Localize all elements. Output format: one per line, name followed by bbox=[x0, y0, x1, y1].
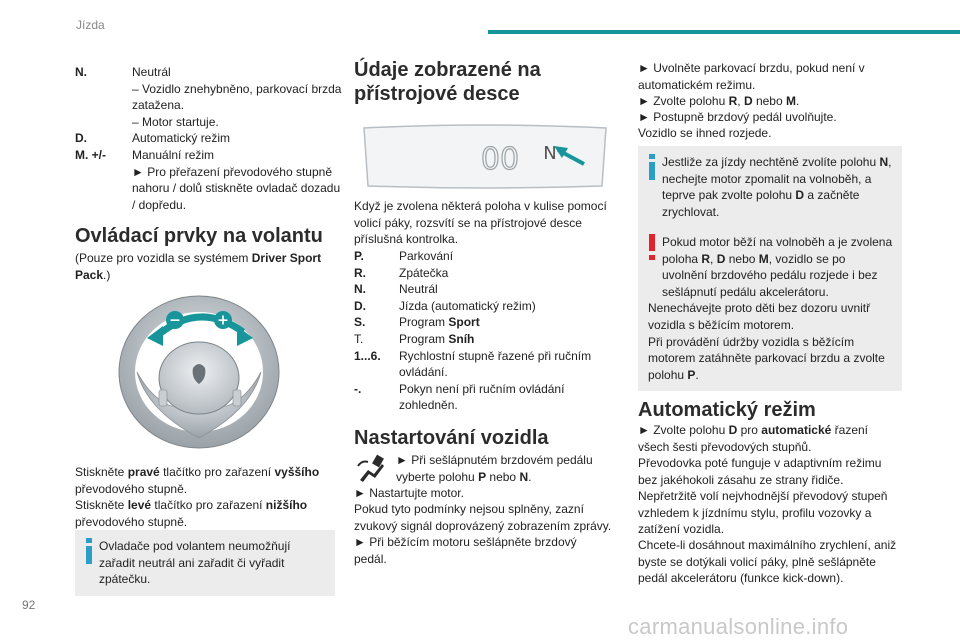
text-bold: P bbox=[687, 367, 696, 382]
legend-row bbox=[354, 314, 616, 331]
watermark: carmanualsonline.info bbox=[628, 614, 849, 639]
legend-row bbox=[354, 281, 616, 298]
start-condition-text: Pokud tyto podmínky nejsou splněny, zazní zvukový signál doprovázený zobrazením zprávy. bbox=[354, 502, 612, 533]
legend-row bbox=[354, 331, 616, 348]
text-bold: R bbox=[728, 94, 738, 108]
intro-end: .) bbox=[103, 267, 111, 282]
gear-selection-text: Nepřetržitě volí nejvhodnější převodový stupeň vzhledem k jízdnímu stylu, profilu vozovky a zatížení vozidla. bbox=[638, 489, 888, 537]
text-span: , vozidlo se po uvolnění brzdového pedálu rozjede i bez sešlápnutí pedálu akcelerátoru. bbox=[662, 251, 878, 299]
text-span: tlačítko pro zařazení bbox=[151, 498, 266, 512]
legend-value: Rychlostní stupně řazené při ručním ovládání. bbox=[399, 348, 592, 380]
steering-controls-intro bbox=[75, 250, 337, 283]
warning-note-idle bbox=[638, 226, 902, 391]
gear-line: – Vozidlo znehybněno, parkovací brzda zatažena. bbox=[132, 81, 342, 113]
text-span: ► Zvolte polohu bbox=[638, 423, 729, 437]
info-note-neutral bbox=[638, 146, 902, 228]
text-span: , bbox=[737, 94, 744, 108]
legend-row bbox=[354, 298, 616, 315]
steering-wheel-paddles-icon bbox=[111, 286, 291, 452]
text-span: převodového stupně. bbox=[75, 514, 188, 529]
gear-line: Manuální režim bbox=[132, 147, 215, 162]
legend-key: P. bbox=[354, 249, 364, 263]
gear-key: N. bbox=[75, 65, 87, 79]
gear-row-m bbox=[75, 147, 343, 213]
legend-value: Pokyn není při ručním ovládání zohledněn. bbox=[399, 381, 565, 413]
minus-symbol: − bbox=[169, 312, 181, 329]
legend-key: -. bbox=[354, 381, 362, 396]
text-bold: D bbox=[716, 251, 726, 266]
text-span: tlačítko pro zařazení bbox=[159, 465, 275, 479]
intro-text: (Pouze pro vozidla se systémem bbox=[75, 251, 252, 265]
automatic-mode-heading: Automatický režim bbox=[638, 399, 816, 421]
legend-key: R. bbox=[354, 265, 366, 280]
paddle-left-text bbox=[75, 497, 337, 530]
header-section-title: Jízda bbox=[76, 18, 105, 32]
legend-key: D. bbox=[354, 298, 366, 313]
text-bold: D bbox=[743, 94, 753, 108]
adaptive-mode-text: Převodovka poté funguje v adaptivním režimu bez jakéhokoli zásahu ze strany řidiče. bbox=[638, 456, 882, 487]
start-step-1 bbox=[396, 452, 616, 485]
legend-row bbox=[354, 265, 616, 282]
foot-brake-pedal-icon bbox=[356, 454, 386, 484]
info-icon bbox=[83, 538, 95, 564]
legend-row bbox=[354, 348, 616, 381]
text-span: nebo bbox=[725, 251, 759, 266]
paddle-right-text bbox=[75, 464, 337, 497]
warning-icon bbox=[646, 234, 658, 260]
text-span: řazení všech šesti převodových stupňů. bbox=[638, 423, 868, 454]
release-pedal-step: ► Postupně brzdový pedál uvolňujte. bbox=[638, 110, 837, 124]
warning-text-2: Nenechávejte proto děti bez dozoru uvnitř vozidla s běžícím motorem. bbox=[648, 301, 871, 332]
legend-value-bold: Sníh bbox=[448, 331, 475, 346]
text-span: ► Při sešlápnutém brzdovém pedálu vyberte polohu bbox=[396, 453, 593, 484]
text-span: . bbox=[695, 367, 699, 382]
gear-key: M. +/- bbox=[75, 147, 107, 162]
gear-key: D. bbox=[75, 131, 87, 146]
text-bold: M bbox=[758, 251, 769, 266]
dash-gear-letter: N bbox=[543, 143, 557, 164]
text-span: pro bbox=[737, 423, 762, 437]
text-span: Stiskněte bbox=[75, 498, 128, 512]
text-span: ► Zvolte polohu bbox=[638, 94, 729, 108]
automatic-step bbox=[638, 422, 900, 455]
legend-value: Zpátečka bbox=[399, 265, 449, 280]
text-bold: R bbox=[701, 251, 711, 266]
kick-down-text: Chcete-li dosáhnout maximálního zrychlení, aniž byste se dotýkali volicí páky, plně sešlápněte pedál akcelerátoru (funkce kick-down). bbox=[638, 538, 897, 586]
legend-value: Neutrál bbox=[399, 282, 438, 297]
dashboard-intro: Když je zvolena některá poloha v kulise pomocí volicí páky, rozsvítí se na přístrojové desce příslušná kontrolka. bbox=[354, 199, 607, 247]
text-bold: automatické bbox=[761, 423, 832, 437]
text-span: . bbox=[528, 469, 532, 484]
gear-row-n bbox=[75, 64, 343, 130]
select-position-step bbox=[638, 93, 799, 110]
text-span: Pokud motor běží na volnoběh a je zvolena poloha bbox=[662, 235, 893, 266]
text-bold: pravé bbox=[127, 465, 160, 479]
legend-value-bold: Sport bbox=[448, 315, 480, 330]
text-span: a začněte zrychlovat. bbox=[662, 188, 860, 219]
legend-key: S. bbox=[354, 315, 366, 330]
legend-key: 1...6. bbox=[354, 348, 381, 363]
gear-line: – Motor startuje. bbox=[132, 114, 219, 129]
info-icon bbox=[646, 154, 658, 180]
gear-legend bbox=[354, 248, 616, 414]
legend-value: Parkování bbox=[399, 249, 454, 263]
instrument-panel-display bbox=[358, 124, 612, 190]
start-step-3: ► Při běžícím motoru sešlápněte brzdový pedál. bbox=[354, 535, 577, 566]
text-span: , bbox=[710, 251, 717, 266]
legend-row bbox=[354, 381, 616, 414]
vehicle-moves-text: Vozidlo se ihned rozjede. bbox=[638, 126, 772, 140]
page-number: 92 bbox=[22, 598, 36, 612]
plus-symbol: + bbox=[217, 312, 229, 329]
text-bold: D bbox=[795, 188, 805, 203]
info-note-text: Ovladače pod volantem neumožňují zařadit neutrál ani zařadit či vyřadit zpátečku. bbox=[99, 539, 291, 587]
gear-line: Neutrál bbox=[132, 65, 171, 79]
gear-row-d bbox=[75, 130, 343, 147]
legend-value: Program bbox=[399, 315, 449, 330]
steering-controls-heading: Ovládací prvky na volantu bbox=[75, 225, 323, 247]
legend-row bbox=[354, 248, 616, 265]
info-note-paddles bbox=[75, 530, 335, 596]
intro-bold: Driver Sport Pack bbox=[75, 251, 322, 282]
text-bold: nižšího bbox=[265, 498, 308, 512]
dash-digits: 00 bbox=[480, 142, 520, 177]
text-span: , nechejte motor zpomalit na volnoběh, a teprve pak zvolte polohu bbox=[662, 155, 892, 203]
text-span: nebo bbox=[486, 469, 520, 484]
text-span: . bbox=[795, 94, 800, 108]
header-accent-bar bbox=[488, 30, 960, 34]
text-span: převodového stupně. bbox=[75, 481, 188, 496]
warning-text-1 bbox=[648, 234, 894, 300]
text-span: Při provádění údržby vozidla s běžícím motorem zatáhněte parkovací brzdu a zvolte polohu bbox=[648, 334, 885, 382]
legend-key: N. bbox=[354, 282, 366, 297]
dashboard-heading: Údaje zobrazené na přístrojové desce bbox=[354, 59, 541, 105]
legend-key: T. bbox=[354, 331, 364, 346]
text-span: Jestliže za jízdy nechtěně zvolíte polohu bbox=[662, 155, 880, 169]
legend-value: Jízda (automatický režim) bbox=[399, 298, 536, 313]
text-bold: levé bbox=[127, 498, 152, 512]
start-vehicle-heading: Nastartování vozidla bbox=[354, 427, 549, 449]
text-bold: N bbox=[519, 469, 529, 484]
warning-text-3 bbox=[648, 334, 894, 384]
start-step-2: ► Nastartujte motor. bbox=[354, 486, 464, 500]
info-note-text bbox=[648, 154, 894, 220]
text-bold: D bbox=[728, 423, 738, 437]
text-bold: P bbox=[478, 469, 487, 484]
text-bold: M bbox=[785, 94, 796, 108]
gear-line: ► Pro přeřazení převodového stupně nahoru / dolů stiskněte ovladač dozadu / dopředu. bbox=[132, 164, 341, 212]
text-span: nebo bbox=[752, 94, 786, 108]
text-span: Stiskněte bbox=[75, 465, 128, 479]
legend-value: Program bbox=[399, 331, 449, 346]
gear-line: Automatický režim bbox=[132, 131, 231, 146]
gear-list bbox=[75, 64, 343, 213]
text-bold: vyššího bbox=[274, 465, 320, 479]
release-brake-step: ► Uvolněte parkovací brzdu, pokud není v automatickém režimu. bbox=[638, 61, 865, 92]
text-bold: N bbox=[879, 155, 889, 169]
